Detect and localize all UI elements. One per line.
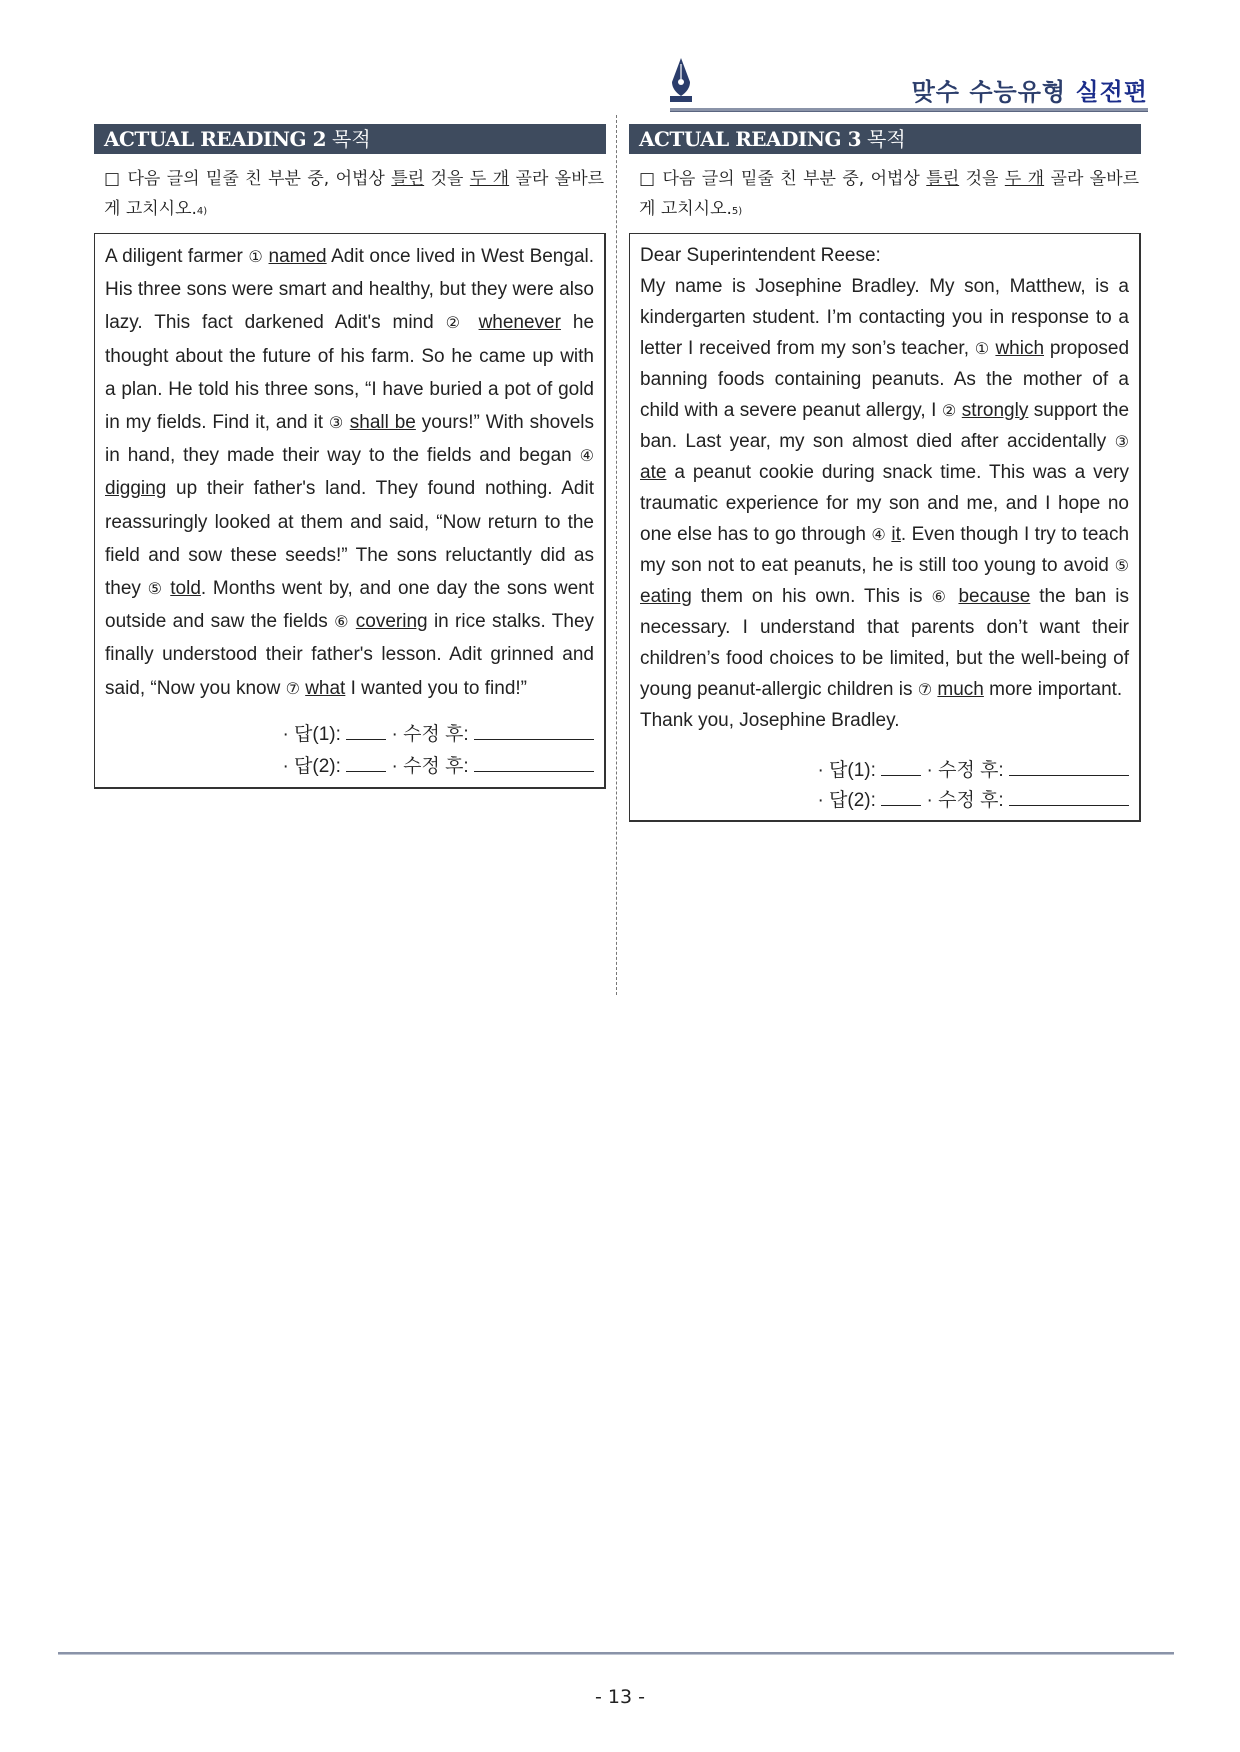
answer-row-2: · 답(2): · 수정 후:	[640, 786, 1129, 816]
underlined-option: digging	[105, 478, 167, 500]
series-title	[912, 72, 1148, 107]
question-instruction: □ 다음 글의 밑줄 친 부분 중, 어법상 틀린 것을 두 개 골라 올바르게 고치시오.4)	[104, 169, 605, 219]
answer-blank[interactable]	[881, 789, 921, 806]
answer-blank[interactable]	[346, 723, 386, 740]
underlined-option: covering	[355, 611, 428, 633]
footnote-marker: 4)	[196, 206, 208, 217]
series-name: 맞수 수능유형	[911, 78, 1067, 106]
answer-blank[interactable]	[881, 759, 921, 776]
section-series: ACTUAL READING 3	[639, 127, 862, 151]
letter-closing: Thank you, Josephine Bradley.	[640, 710, 900, 731]
correction-blank[interactable]	[1009, 759, 1129, 776]
section-topic: 목적	[867, 127, 906, 151]
answer-row-1: · 답(1): · 수정 후:	[105, 719, 594, 751]
answer-area	[640, 756, 1129, 816]
underlined-option: strongly	[961, 400, 1029, 421]
passage-text: A diligent farmer ① named Adit once lived in West Bengal. His three sons were smart and healthy, but they were also lazy. This fact darkened Adit's mind ② whenever he thought about the future of his farm. So he came up with a plan. He told his three sons, “I have buried a pot of gold in my fields. Find it, and it ③ shall be yours!” With shovels in hand, they made their way to the fields and began ④ digging up their father's land. They found nothing. Adit reassuringly looked at them and said, “Now return to the field and sow these seeds!” The sons reluctantly did as they ⑤ told. Months went by, and one day the sons went outside and saw the fields ⑥ covering in rice stalks. They finally understood their father's lesson. Adit grinned and said, “Now you know ⑦ what I wanted you to find!”	[105, 246, 595, 699]
passage-box	[94, 233, 606, 789]
fountain-pen-nib-icon	[668, 56, 694, 106]
section-title-bar	[94, 124, 606, 154]
underlined-option: which	[995, 338, 1045, 359]
underlined-option: named	[268, 246, 327, 267]
checkbox-icon: □	[104, 169, 122, 189]
answer-row-2: · 답(2): · 수정 후:	[105, 751, 594, 783]
section-actual-reading-3	[629, 124, 1141, 822]
underlined-option: eating	[640, 586, 692, 607]
underlined-option: because	[958, 586, 1031, 607]
correction-blank[interactable]	[1009, 789, 1129, 806]
header-rule	[670, 108, 1148, 112]
correction-blank[interactable]	[474, 755, 594, 772]
page-number: - 13 -	[595, 1686, 645, 1708]
section-series: ACTUAL READING 2	[104, 127, 327, 151]
section-actual-reading-2	[94, 124, 606, 789]
underlined-option: it	[891, 524, 901, 545]
section-topic: 목적	[332, 127, 371, 151]
correction-blank[interactable]	[474, 723, 594, 740]
underlined-option: told	[170, 578, 201, 600]
column-divider	[616, 115, 617, 995]
footnote-marker: 5)	[731, 206, 743, 217]
underlined-option: much	[937, 679, 984, 700]
answer-area	[105, 719, 594, 783]
underlined-option: ate	[640, 462, 667, 483]
section-title-bar	[629, 124, 1141, 154]
letter-body: My name is Josephine Bradley. My son, Matthew, is a kindergarten student. I’m contacting you in response to a letter I received from my son’s teacher, ① which proposed banning foods containing peanuts. As the mother of a child with a severe peanut allergy, I ② strongly support the ban. Last year, my son almost died after accidentally ③ ate a peanut cookie during snack time. This was a very traumatic experience for my son and me, and I hope no one else has to go through ④ it. Even though I try to teach my son not to eat peanuts, he is still too young to avoid ⑤ eating them on his own. This is ⑥ because the ban is necessary. I understand that parents don’t want their children’s food choices to be limited, but the well-being of young peanut-allergic children is ⑦ much more important.	[640, 276, 1130, 700]
footer-rule	[58, 1652, 1174, 1655]
underlined-option: shall be	[349, 412, 416, 434]
passage-text	[640, 240, 1129, 736]
answer-row-1: · 답(1): · 수정 후:	[640, 756, 1129, 786]
underlined-option: what	[305, 677, 346, 699]
question-instruction: □ 다음 글의 밑줄 친 부분 중, 어법상 틀린 것을 두 개 골라 올바르게 고치시오.5)	[639, 169, 1140, 219]
passage-box	[629, 233, 1141, 822]
page-header	[668, 52, 1148, 112]
underlined-option: whenever	[478, 312, 561, 334]
letter-greeting: Dear Superintendent Reese:	[640, 245, 881, 266]
answer-blank[interactable]	[346, 755, 386, 772]
edition-name: 실전편	[1075, 78, 1148, 106]
checkbox-icon: □	[639, 169, 657, 189]
